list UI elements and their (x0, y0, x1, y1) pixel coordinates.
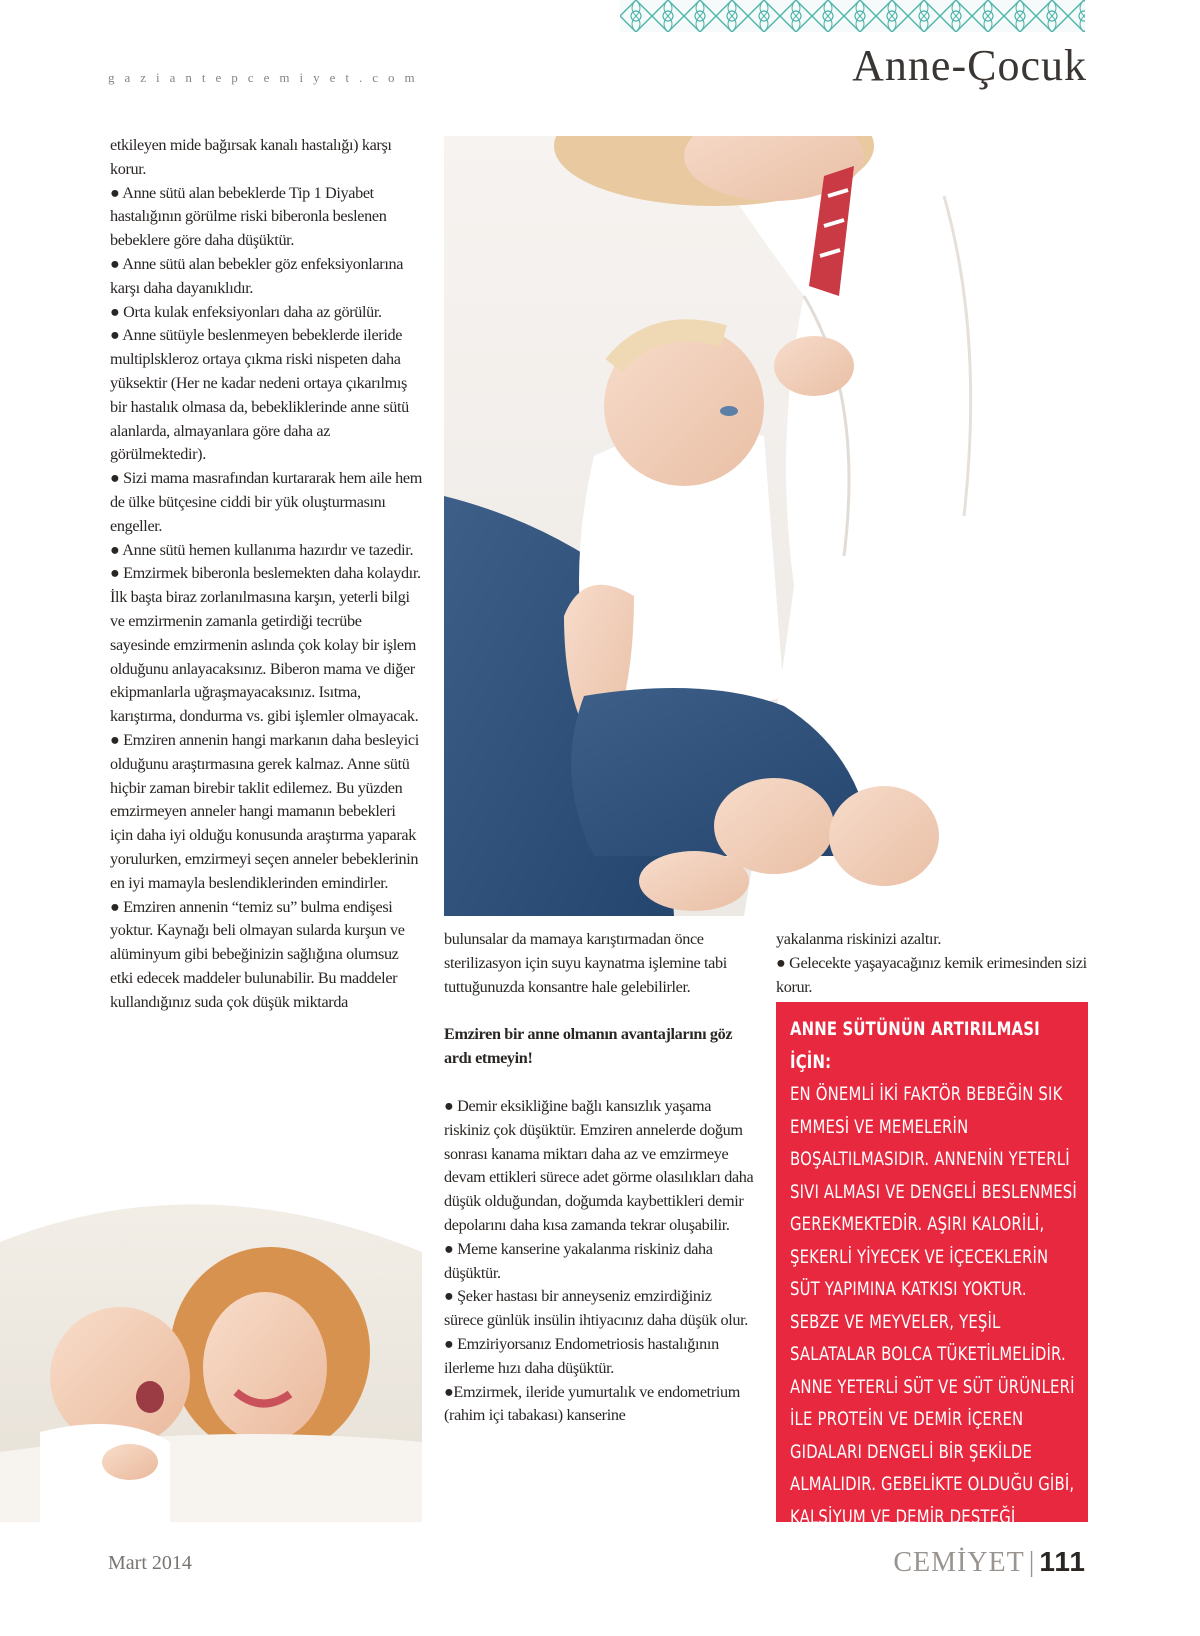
bullet-item: ● Emziren annenin hangi markanın daha besleyici olduğunu araştırmasına gerek kalmaz. Anne sütü hiçbir zaman birebir taklit edilemez. Bu yüzden emzirmeyen anneler hangi mamanın bebekleri için daha iyi olduğu konusunda araştırma yaparak yorulurken, emzirmeyi seçen anneler bebeklerinin en iyi mamayla beslendiklerinden emindirler. (110, 730, 419, 892)
paragraph: bulunsalar da mamaya karıştırmadan önce sterilizasyon için suyu kaynatma işlemine tabi tuttuğunuzda konsantre hale gelebilirler. (444, 930, 727, 996)
bullet-item: ● Şeker hastası bir anneyseniz emzirdiğiniz sürece günlük insülin ihtiyacınız daha düşük olur. (444, 1287, 748, 1330)
bullet-item: ●Emzirmek, ileride yumurtalık ve endometrium (rahim içi tabakası) kanserine (444, 1382, 741, 1425)
paragraph: etkileyen mide bağırsak kanalı hastalığı) karşı korur. (110, 136, 392, 178)
bullet-item: ● Sizi mama masrafından kurtararak hem aile hem de ülke bütçesine ciddi bir yük oluşturmasını engeller. (110, 469, 423, 535)
bullet-item: ● Anne sütü alan bebekler göz enfeksiyonlarına karşı daha dayanıklıdır. (110, 254, 404, 297)
bullet-item: ● Emziriyorsanız Endometriosis hastalığının ilerleme hızı daha düşüktür. (444, 1334, 719, 1377)
bullet-item: ● Emzirmek biberonla beslemekten daha kolaydır. İlk başta biraz zorlanılmasına karşın, yeterli bilgi ve emzirmenin zamanla getirdiği tecrübe sayesinde emzirmenin aslında çok kolay bir işlem olduğunu anlayacaksınız. Biberon mama ve diğer ekipmanlarla uğraşmayacaksınız. Isıtma, karıştırma, dondurma vs. gibi işlemler olmayacak. (110, 564, 421, 726)
article-column-1 (110, 134, 422, 1014)
bullet-item: ● Demir eksikliğine bağlı kansızlık yaşama riskiniz çok düşüktür. Emziren annelerde doğum sonrası kanama miktarı daha az ve emzirmeye devam ettikleri sürece adet görme olasılıkları daha düşük olduğundan, doğumda kaybettikleri demir depolarını daha kısa zamanda tekrar oluşabilir. (444, 1096, 754, 1234)
article-column-3 (776, 928, 1088, 999)
bullet-item: ● Emziren annenin “temiz su” bulma endişesi yoktur. Kaynağı beli olmayan sularda kurşun ve alüminyum gibi bebeğinizin sağlığına olumsuz etki edecek maddeler bulunabilir. Bu maddeler kullandığınız suda çok düşük miktarda (110, 897, 405, 1011)
bullet-item: yakalanma riskinizi azaltır. (776, 930, 942, 948)
header-pattern (620, 0, 1085, 32)
article-column-2 (444, 928, 754, 1428)
info-box-title: ANNE SÜTÜNÜN ARTIRILMASI İÇİN: (790, 1019, 1040, 1073)
info-box-body: EN ÖNEMLİ İKİ FAKTÖR BEBEĞİN SIK EMMESİ VE MEMELERİN BOŞALTILMASIDIR. ANNENİN YETERLİ SIVI ALMASI VE DENGELİ BESLENMESİ GEREKMEKTEDİR. AŞIRI KALORİLİ, ŞEKERLİ YİYECEK VE İÇECEKLERİN SÜT YAPIMINA KATKISI YOKTUR. SEBZE VE MEYVELER, YEŞİL SALATALAR BOLCA TÜKETİLMELİDİR. ANNE YETERLİ SÜT VE SÜT ÜRÜNLERİ İLE PROTEİN VE DEMİR İÇEREN GIDALARI DENGELİ BİR ŞEKİLDE ALMALIDIR. GEBELİKTE OLDUĞU GİBİ, KALSİYUM VE DEMİR DESTEĞİ SÜRDÜRÜLMELİDİR. (790, 1084, 1077, 1560)
section-title: Anne-Çocuk (852, 41, 1087, 90)
bullet-item: ● Gelecekte yaşayacağınız kemik erimesinden sizi korur. (776, 953, 1087, 996)
info-box-text (790, 1014, 1080, 1567)
bullet-item: ● Anne sütüyle beslenmeyen bebeklerde ileride multiplskleroz ortaya çıkma riski nispeten daha yüksektir (Her ne kadar nedeni ortaya çıkarılmış bir hastalık olmasa da, bebekliklerinde anne sütü alanlarda, almayanlara göre daha az görülmektedir). (110, 326, 409, 464)
bullet-item: ● Anne sütü hemen kullanıma hazırdır ve tazedir. (110, 540, 414, 559)
photo-mother-baby-illustration (0, 1182, 422, 1522)
photo-breastfeeding (444, 136, 1088, 916)
footer-date: Mart 2014 (108, 1552, 192, 1574)
bullet-item: ● Anne sütü alan bebeklerde Tip 1 Diyabet hastalığının görülme riski biberonla beslenen bebeklere göre daha düşüktür. (110, 183, 387, 250)
photo-breastfeeding-illustration (444, 136, 1088, 916)
bullet-item: ● Meme kanserine yakalanma riskiniz daha düşüktür. (444, 1239, 713, 1282)
site-url: gaziantepcemiyet.com (108, 70, 425, 85)
photo-mother-baby (0, 1182, 422, 1522)
footer-brand: CEMİYET | 111 (893, 1546, 1086, 1578)
magazine-name: CEMİYET (893, 1547, 1025, 1578)
subheading: Emziren bir anne olmanın avantajlarını göz ardı etmeyin! (444, 1025, 733, 1068)
page-number: 111 (1039, 1546, 1086, 1577)
info-box (776, 1002, 1088, 1560)
bullet-item: ● Orta kulak enfeksiyonları daha az görülür. (110, 302, 382, 321)
